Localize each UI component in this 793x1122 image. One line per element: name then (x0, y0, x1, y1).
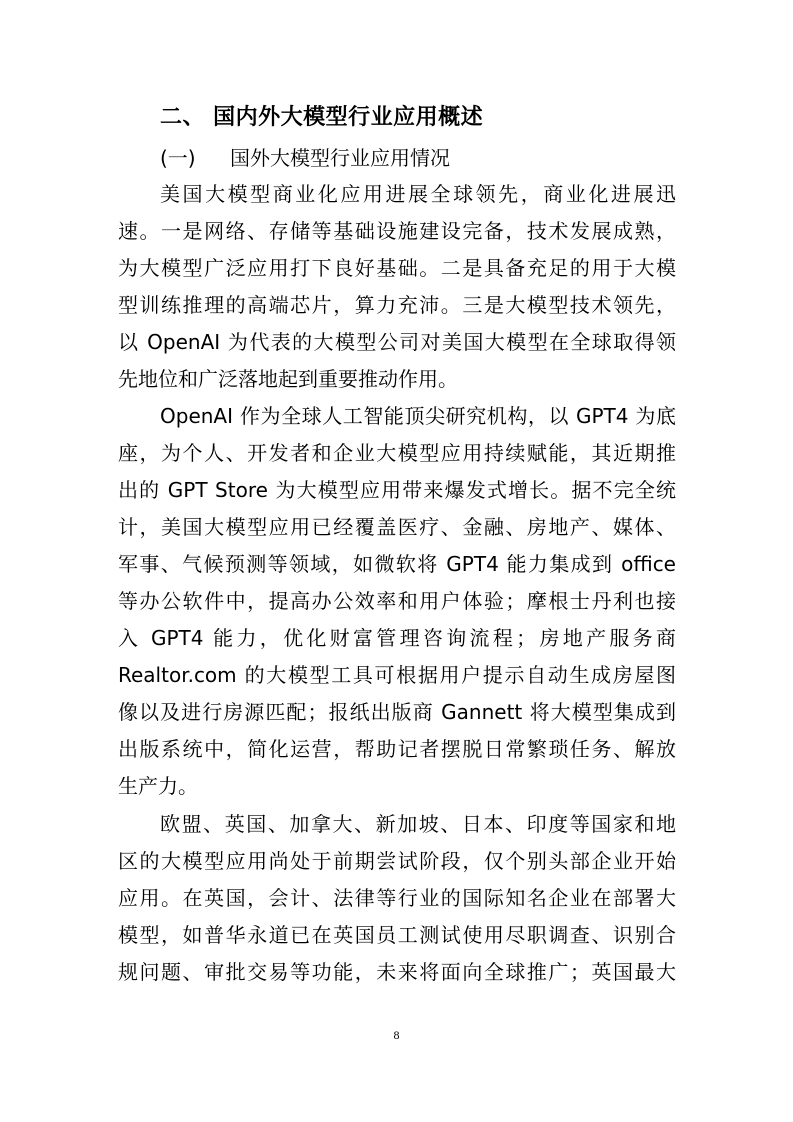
paragraph-line: 座，为个人、开发者和企业大模型应用持续赋能，其近期推 (118, 441, 676, 465)
subsection-heading (160, 140, 450, 176)
paragraph-line: 先地位和广泛落地起到重要推动作用。 (118, 367, 458, 391)
paragraph-line: 区的大模型应用尚处于前期尝试阶段，仅个别头部企业开始 (118, 849, 676, 873)
paragraph-line: 模型，如普华永道已在英国员工测试使用尽职调查、识别合 (118, 923, 676, 947)
paragraph-line: 像以及进行房源匹配；报纸出版商 Gannett 将大模型集成到 (118, 700, 676, 724)
paragraph-line: OpenAI 作为全球人工智能顶尖研究机构，以 GPT4 为底 (160, 404, 676, 428)
paragraph-line: 欧盟、英国、加拿大、新加坡、日本、印度等国家和地 (160, 812, 676, 836)
paragraph-line: 美国大模型商业化应用进展全球领先，商业化进展迅 (160, 182, 676, 206)
paragraph-line: 入 GPT4 能力，优化财富管理咨询流程；房地产服务商 (118, 626, 676, 650)
paragraph-line: 计，美国大模型应用已经覆盖医疗、金融、房地产、媒体、 (118, 515, 676, 539)
paragraph-line: 型训练推理的高端芯片，算力充沛。三是大模型技术领先， (118, 293, 676, 317)
paragraph-line: 应用。在英国，会计、法律等行业的国际知名企业在部署大 (118, 886, 676, 910)
paragraph-line: 以 OpenAI 为代表的大模型公司对美国大模型在全球取得领 (118, 330, 676, 354)
subsection-title: 国外大模型行业应用情况 (230, 146, 450, 170)
paragraph-line: 为大模型广泛应用打下良好基础。二是具备充足的用于大模 (118, 256, 676, 280)
section-heading: 二、 国内外大模型行业应用概述 (160, 105, 484, 130)
subsection-number: (一) (160, 146, 196, 170)
paragraph-line: 出的 GPT Store 为大模型应用带来爆发式增长。据不完全统 (118, 478, 676, 502)
paragraph-line: 出版系统中，简化运营，帮助记者摆脱日常繁琐任务、解放 (118, 737, 676, 761)
paragraph-line: 速。一是网络、存储等基础设施建设完备，技术发展成熟， (118, 219, 676, 243)
page-number: 8 (393, 1028, 400, 1042)
paragraph-line: 规问题、审批交易等功能，未来将面向全球推广；英国最大 (118, 960, 676, 984)
paragraph-line: Realtor.com 的大模型工具可根据用户提示自动生成房屋图 (118, 663, 676, 687)
paragraph-line: 军事、气候预测等领域，如微软将 GPT4 能力集成到 office (118, 552, 676, 576)
paragraph-line: 等办公软件中，提高办公效率和用户体验；摩根士丹利也接 (118, 589, 676, 613)
paragraph-line: 生产力。 (118, 774, 198, 798)
